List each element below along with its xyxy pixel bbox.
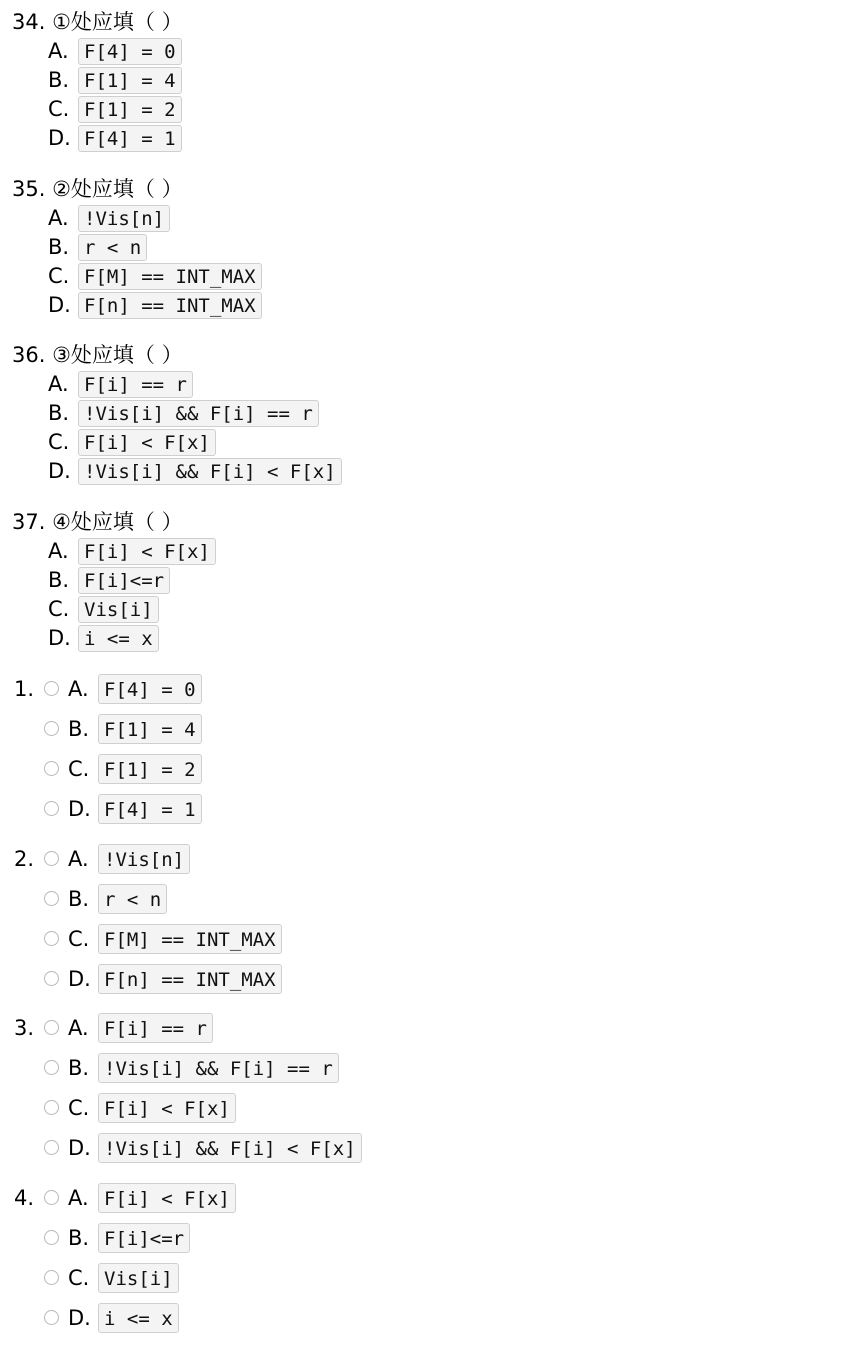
option-a [48, 370, 187, 399]
answer-code: F[M] == INT_MAX [98, 924, 282, 954]
option-code: F[4] = 0 [78, 38, 182, 65]
question-title: 36. ③处应填（ ） [12, 343, 183, 367]
option-letter: A. [48, 539, 69, 563]
radio-button[interactable] [44, 721, 59, 736]
option-letter: D. [48, 626, 71, 650]
option-code: r < n [78, 234, 147, 261]
answer-code: !Vis[i] && F[i] < F[x] [98, 1133, 362, 1163]
radio-button[interactable] [44, 681, 59, 696]
option-code: F[i] == r [78, 371, 193, 398]
answer-number: 3. [14, 1016, 35, 1040]
answer-code: i <= x [98, 1303, 179, 1333]
option-code: !Vis[i] && F[i] < F[x] [78, 458, 342, 485]
answer-code: Vis[i] [98, 1263, 179, 1293]
answer-letter: C. [68, 1266, 90, 1290]
answer-code: F[i] == r [98, 1013, 213, 1043]
option-code: i <= x [78, 625, 159, 652]
answer-code: F[n] == INT_MAX [98, 964, 282, 994]
option-letter: A. [48, 206, 69, 230]
answer-code: F[1] = 4 [98, 714, 202, 744]
answer-letter: B. [68, 887, 90, 911]
answer-letter: A. [68, 1016, 89, 1040]
answer-letter: D. [68, 1136, 91, 1160]
question-title: 37. ④处应填（ ） [12, 510, 183, 534]
question-36 [12, 341, 336, 486]
question-35 [12, 175, 256, 320]
option-a [48, 37, 183, 66]
option-letter: C. [48, 597, 70, 621]
option-b [48, 233, 183, 262]
answer-letter: A. [68, 677, 89, 701]
answer-code: F[i] < F[x] [98, 1183, 236, 1213]
option-b [48, 399, 313, 428]
answer-number: 4. [14, 1186, 35, 1210]
option-b [48, 566, 183, 595]
answer-code: F[i] < F[x] [98, 1093, 236, 1123]
radio-button[interactable] [44, 851, 59, 866]
answer-number: 1. [14, 677, 35, 701]
radio-button[interactable] [44, 1230, 59, 1245]
answer-letter: B. [68, 1056, 90, 1080]
option-c [48, 595, 183, 624]
option-a [48, 537, 210, 566]
option-letter: D. [48, 126, 71, 150]
answer-letter: D. [68, 1306, 91, 1330]
option-code: !Vis[n] [78, 205, 170, 232]
answer-letter: A. [68, 847, 89, 871]
question-34 [12, 8, 183, 153]
answer-number: 2. [14, 847, 35, 871]
answer-letter: D. [68, 967, 91, 991]
answer-letter: B. [68, 1226, 90, 1250]
option-code: F[4] = 1 [78, 125, 182, 152]
radio-button[interactable] [44, 931, 59, 946]
question-37 [12, 508, 210, 653]
option-letter: B. [48, 401, 70, 425]
option-code: !Vis[i] && F[i] == r [78, 400, 319, 427]
option-code: F[i]<=r [78, 567, 170, 594]
option-code: Vis[i] [78, 596, 159, 623]
radio-button[interactable] [44, 971, 59, 986]
option-letter: A. [48, 39, 69, 63]
answer-letter: C. [68, 927, 90, 951]
option-letter: C. [48, 430, 70, 454]
option-letter: A. [48, 372, 69, 396]
radio-button[interactable] [44, 1020, 59, 1035]
option-code: F[n] == INT_MAX [78, 292, 262, 319]
question-title: 35. ②处应填（ ） [12, 177, 183, 201]
option-code: F[1] = 2 [78, 96, 182, 123]
option-code: F[M] == INT_MAX [78, 263, 262, 290]
question-title: 34. ①处应填（ ） [12, 10, 183, 34]
option-a [48, 204, 183, 233]
option-code: F[1] = 4 [78, 67, 182, 94]
answer-code: F[i]<=r [98, 1223, 190, 1253]
option-c [48, 262, 256, 291]
radio-button[interactable] [44, 1270, 59, 1285]
radio-button[interactable] [44, 801, 59, 816]
option-c [48, 95, 183, 124]
option-letter: B. [48, 235, 70, 259]
option-code: F[i] < F[x] [78, 429, 216, 456]
answer-code: F[4] = 1 [98, 794, 202, 824]
option-letter: D. [48, 293, 71, 317]
radio-button[interactable] [44, 891, 59, 906]
option-b [48, 66, 183, 95]
radio-button[interactable] [44, 1060, 59, 1075]
answer-letter: C. [68, 757, 90, 781]
option-letter: D. [48, 459, 71, 483]
option-d [48, 624, 183, 653]
answer-code: F[4] = 0 [98, 674, 202, 704]
option-letter: C. [48, 264, 70, 288]
answer-letter: C. [68, 1096, 90, 1120]
radio-button[interactable] [44, 1140, 59, 1155]
option-code: F[i] < F[x] [78, 538, 216, 565]
option-letter: B. [48, 568, 70, 592]
radio-button[interactable] [44, 761, 59, 776]
answer-code: !Vis[n] [98, 844, 190, 874]
radio-button[interactable] [44, 1310, 59, 1325]
radio-button[interactable] [44, 1100, 59, 1115]
option-d [48, 124, 183, 153]
radio-button[interactable] [44, 1190, 59, 1205]
answer-code: r < n [98, 884, 167, 914]
option-letter: B. [48, 68, 70, 92]
option-d [48, 291, 256, 320]
option-c [48, 428, 210, 457]
answer-letter: B. [68, 717, 90, 741]
answer-letter: A. [68, 1186, 89, 1210]
answer-code: !Vis[i] && F[i] == r [98, 1053, 339, 1083]
answer-letter: D. [68, 797, 91, 821]
answer-code: F[1] = 2 [98, 754, 202, 784]
option-d [48, 457, 336, 486]
option-letter: C. [48, 97, 70, 121]
